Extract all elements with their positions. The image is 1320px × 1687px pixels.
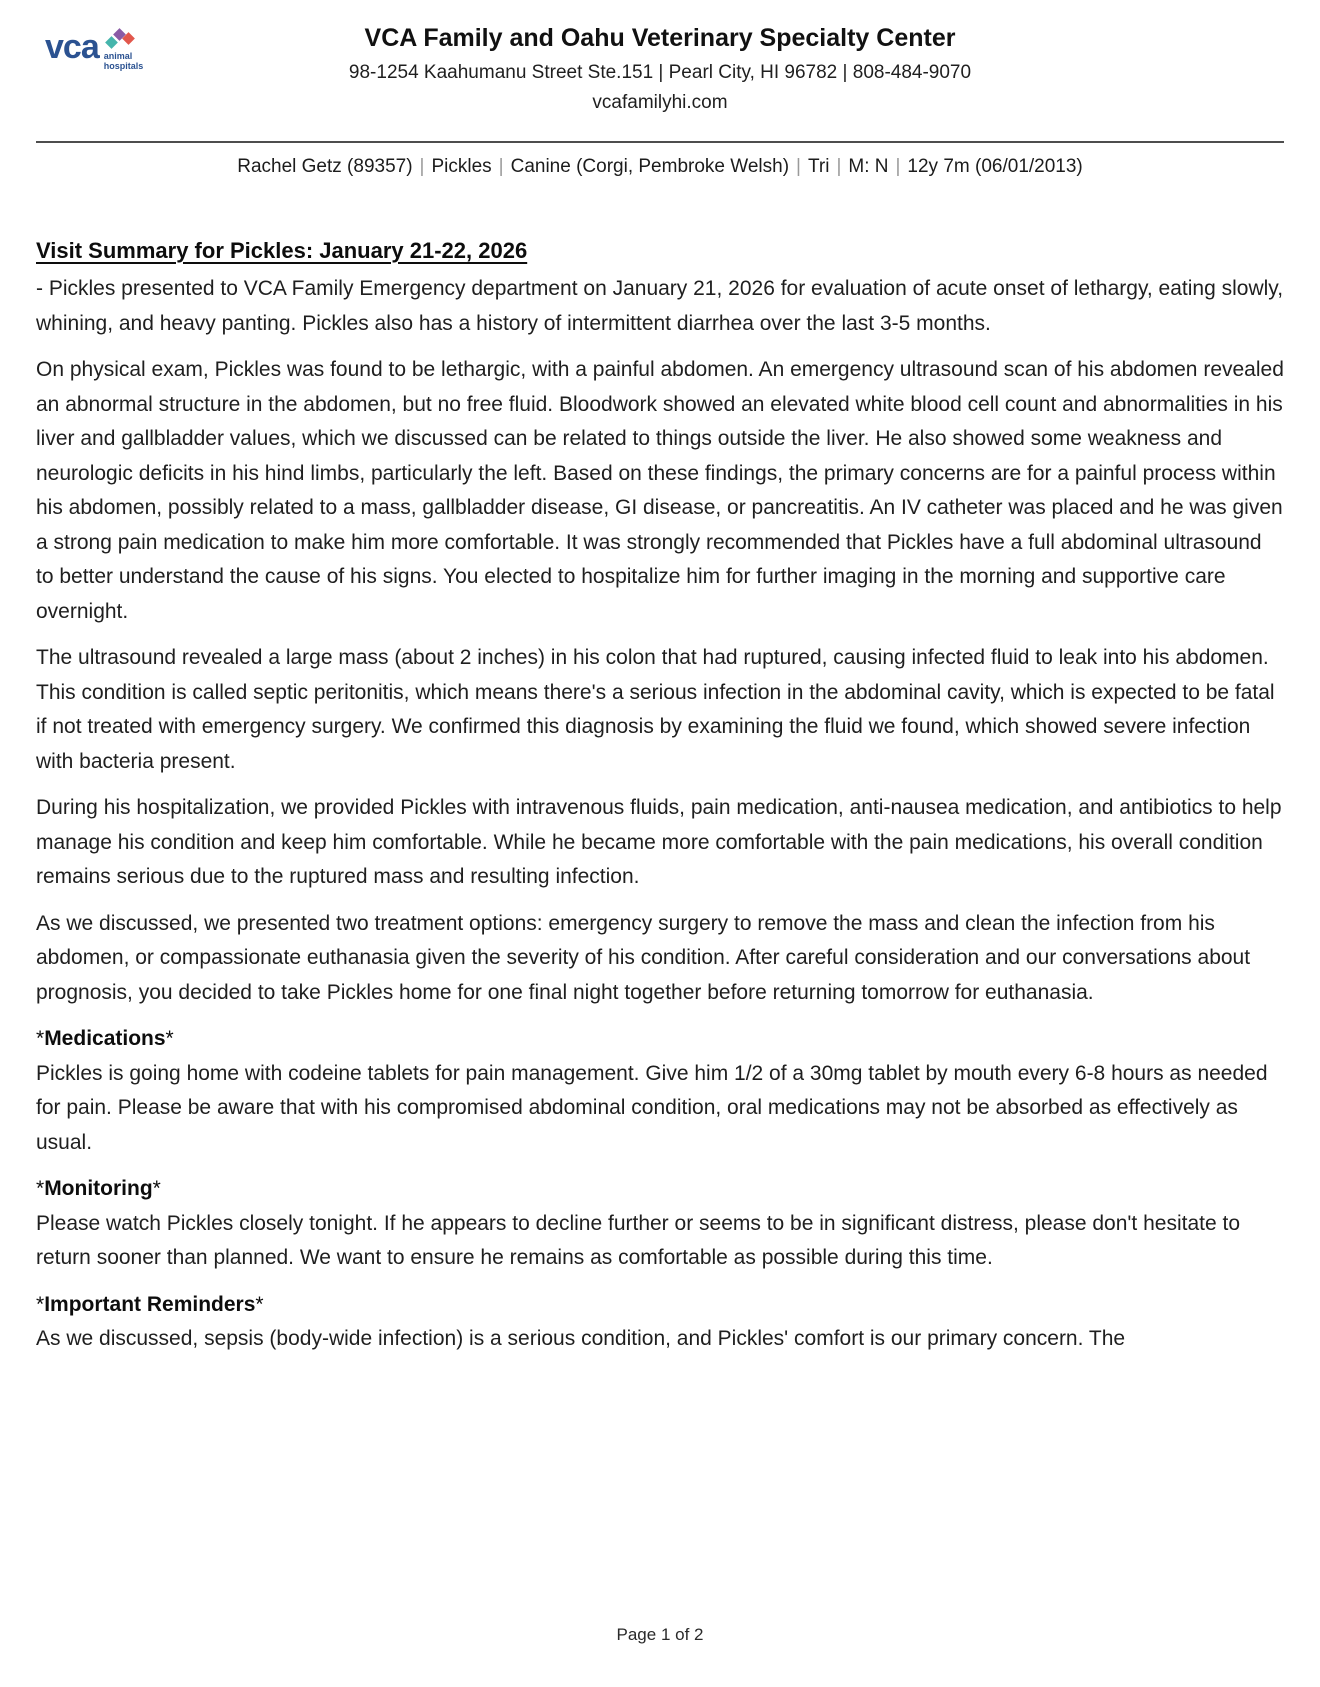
clinic-name: VCA Family and Oahu Veterinary Specialty Center [364,24,956,52]
vca-wordmark: vca [45,28,99,66]
medications-heading [36,1022,1284,1057]
visit-summary-title: Visit Summary for Pickles: January 21-22, 2026 [36,238,528,263]
clinic-website: vcafamilyhi.com [592,92,728,113]
asterisk: * [152,1177,161,1200]
separator: | [895,156,901,177]
monitoring-body: Please watch Pickles closely tonight. If he appears to decline further or seems to be in significant distress, please don't hesitate to return sooner than planned. We want to ensure he remains as comfortable as possible during this time. [36,1211,1240,1269]
medications-body: Pickles is going home with codeine tablets for pain management. Give him 1/2 of a 30mg tablet by mouth every 6-8 hours as needed for pain. Please be aware that with his compromised abdominal condition, oral medications may not be absorbed as effectively as usual. [36,1061,1268,1154]
vca-tagline-line2: hospitals [103,61,144,72]
patient-sex: M: N [848,156,889,177]
monitoring-heading-text: Monitoring [44,1177,153,1200]
clinic-address: 98-1254 Kaahumanu Street Ste.151 | Pearl City, HI 96782 | 808-484-9070 [348,62,972,83]
visit-summary-content [36,238,1284,1357]
paragraph-presenting-complaint: - Pickles presented to VCA Family Emergency department on January 21, 2026 for evaluation of acute onset of lethargy, eating slowly, whining, and heavy panting. Pickles also has a history of intermittent diarrhea over the last 3-5 months. [36,277,1284,335]
vca-diamonds-icon [106,30,138,50]
important-reminders-heading [36,1288,1284,1323]
separator: | [419,156,425,177]
clinic-info [0,24,1320,114]
patient-name: Pickles [431,156,492,177]
paragraph-hospitalization: During his hospitalization, we provided Pickles with intravenous fluids, pain medication, anti-nausea medication, and antibiotics to help manage his condition and keep him comfortable. While he became more comfortable with the pain medications, his overall condition remains serious due to the ruptured mass and resulting infection. [36,796,1282,888]
page-number: Page 1 of 2 [616,1625,704,1644]
species-breed: Canine (Corgi, Pembroke Welsh) [510,156,790,177]
vca-logo [45,30,143,72]
patient-age-dob: 12y 7m (06/01/2013) [907,156,1083,177]
page-footer [0,1625,1320,1645]
vca-logo-right [104,30,144,72]
owner-name: Rachel Getz (89357) [237,156,413,177]
separator: | [796,156,801,177]
paragraph-treatment-options: As we discussed, we presented two treatment options: emergency surgery to remove the mass and clean the infection from his abdomen, or compassionate euthanasia given the severity of his condition. After careful consideration and our conversations about prognosis, you decided to take Pickles home for one final night together before returning tomorrow for euthanasia. [36,911,1251,1004]
paragraph-physical-exam: On physical exam, Pickles was found to be lethargic, with a painful abdomen. An emergency ultrasound scan of his abdomen revealed an abnormal structure in the abdomen, but no free fluid. Bloodwork showed an elevated white blood cell count and abnormalities in his liver and gallbladder values, which we discussed can be related to things outside the liver. He also showed some weakness and neurologic deficits in his hind limbs, particularly the left. Based on these findings, the primary concerns are for a painful process within his abdomen, possibly related to a mass, gallbladder disease, GI disease, or pancreatitis. An IV catheter was placed and he was given a strong pain medication to make him more comfortable. It was strongly recommended that Pickles have a full abdominal ultrasound to better understand the cause of his signs. You elected to hospitalize him for further imaging in the morning and supportive care overnight. [36,358,1284,623]
asterisk: * [36,1177,45,1200]
separator: | [836,156,842,177]
monitoring-heading [36,1172,1284,1207]
medications-heading-text: Medications [44,1027,166,1050]
important-reminders-body: As we discussed, sepsis (body-wide infection) is a serious condition, and Pickles' comfort is our primary concern. The [36,1327,1126,1350]
asterisk: * [36,1292,45,1316]
asterisk: * [36,1027,45,1050]
asterisk: * [255,1292,264,1316]
important-reminders-heading-text: Important Reminders [44,1292,256,1316]
header-divider [36,141,1284,143]
paragraph-ultrasound-findings: The ultrasound revealed a large mass (about 2 inches) in his colon that had ruptured, causing infected fluid to leak into his abdomen. This condition is called septic peritonitis, which means there's a serious infection in the abdominal cavity, which is expected to be fatal if not treated with emergency surgery. We confirmed this diagnosis by examining the fluid we found, which showed severe infection with bacteria present. [36,646,1275,773]
patient-info-bar [0,156,1320,178]
asterisk: * [165,1027,174,1050]
separator: | [498,156,504,177]
vca-tagline-line1: animal [103,51,133,61]
document-header [0,0,1320,114]
patient-color: Tri [807,156,830,177]
vca-tagline [104,51,144,72]
